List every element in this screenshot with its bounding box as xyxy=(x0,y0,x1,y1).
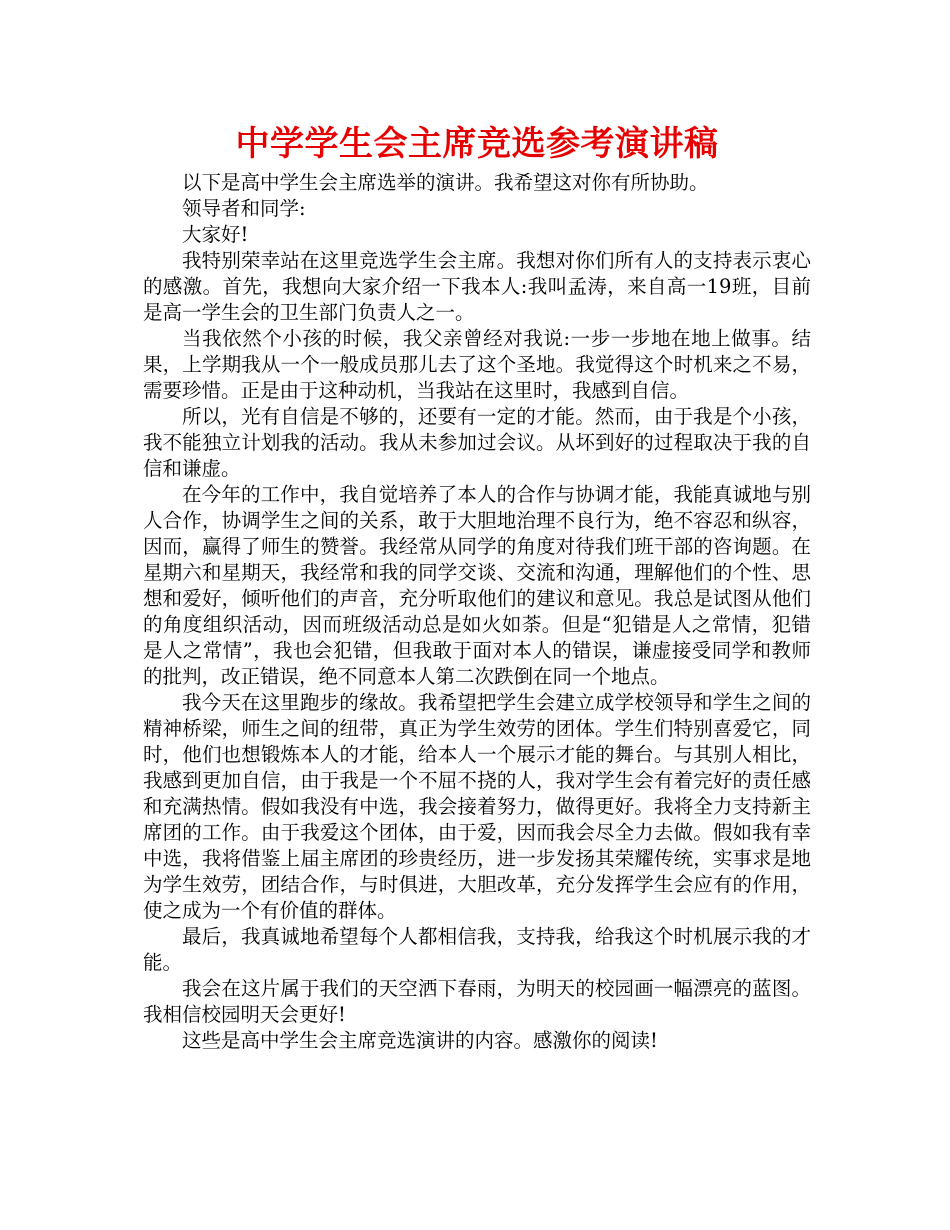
paragraph-final-appeal: 最后，我真诚地希望每个人都相信我，支持我，给我这个时机展示我的才能。 xyxy=(143,925,811,974)
paragraph-father-advice: 当我依然个小孩的时候，我父亲曾经对我说:一步一步地在地上做事。结果，上学期我从一个一般成员那儿去了这个圣地。我觉得这个时机来之不易，需要珍惜。正是由于这种动机，当我站在这里时，我感到自信。 xyxy=(143,327,811,402)
paragraph-campaign-reason: 我今天在这里跑步的缘故。我希望把学生会建立成学校领导和学生之间的精神桥梁，师生之间的纽带，真正为学生效劳的团体。学生们特别喜爱它，同时，他们也想锻炼本人的才能，给本人一个展示才能的舞台。与其别人相比，我感到更加自信，由于我是一个不屈不挠的人，我对学生会有着完好的责任感和充满热情。假如我没有中选，我会接着努力，做得更好。我将全力支持新主席团的工作。由于我爱这个团体，由于爱，因而我会尽全力去做。假如我有幸中选，我将借鉴上届主席团的珍贵经历，进一步发扬其荣耀传统，实事求是地为学生效劳，团结合作，与时俱进，大胆改革，充分发挥学生会应有的作用，使之成为一个有价值的群体。 xyxy=(143,691,811,922)
paragraph-closing: 这些是高中学生会主席竞选演讲的内容。感激你的阅读! xyxy=(182,1029,658,1052)
paragraph-vision: 我会在这片属于我们的天空洒下春雨，为明天的校园画一幅漂亮的蓝图。我相信校园明天会更好! xyxy=(143,977,811,1026)
paragraph-salutation: 领导者和同学: xyxy=(182,197,306,220)
paragraph-greeting: 大家好! xyxy=(182,223,249,246)
paragraph-confidence: 所以，光有自信是不够的，还要有一定的才能。然而，由于我是个小孩，我不能独立计划我的活动。我从未参加过会议。从坏到好的过程取决于我的自信和谦虚。 xyxy=(143,405,811,480)
document-title: 中学学生会主席竞选参考演讲稿 xyxy=(235,124,719,164)
document-body xyxy=(143,170,811,1054)
paragraph-intro: 以下是高中学生会主席选举的演讲。我希望这对你有所协助。 xyxy=(182,171,709,194)
document-page xyxy=(143,118,811,1054)
paragraph-work-experience: 在今年的工作中，我自觉培养了本人的合作与协调才能，我能真诚地与别人合作，协调学生之间的关系，敢于大胆地治理不良行为，绝不容忍和纵容，因而，赢得了师生的赞誉。我经常从同学的角度对待我们班干部的咨询题。在星期六和星期天，我经常和我的同学交谈、交流和沟通，理解他们的个性、思想和爱好，倾听他们的声音，充分听取他们的建议和意见。我总是试图从他们的角度组织活动，因而班级活动总是如火如荼。但是“犯错是人之常情，犯错是人之常情”，我也会犯错，但我敢于面对本人的错误，谦虚接受同学和教师的批判，改正错误，绝不同意本人第二次跌倒在同一个地点。 xyxy=(143,483,811,688)
paragraph-self-introduction: 我特别荣幸站在这里竞选学生会主席。我想对你们所有人的支持表示衷心的感激。首先，我想向大家介绍一下我本人:我叫孟涛，来自高一19班，目前是高一学生会的卫生部门负责人之一。 xyxy=(143,249,811,324)
